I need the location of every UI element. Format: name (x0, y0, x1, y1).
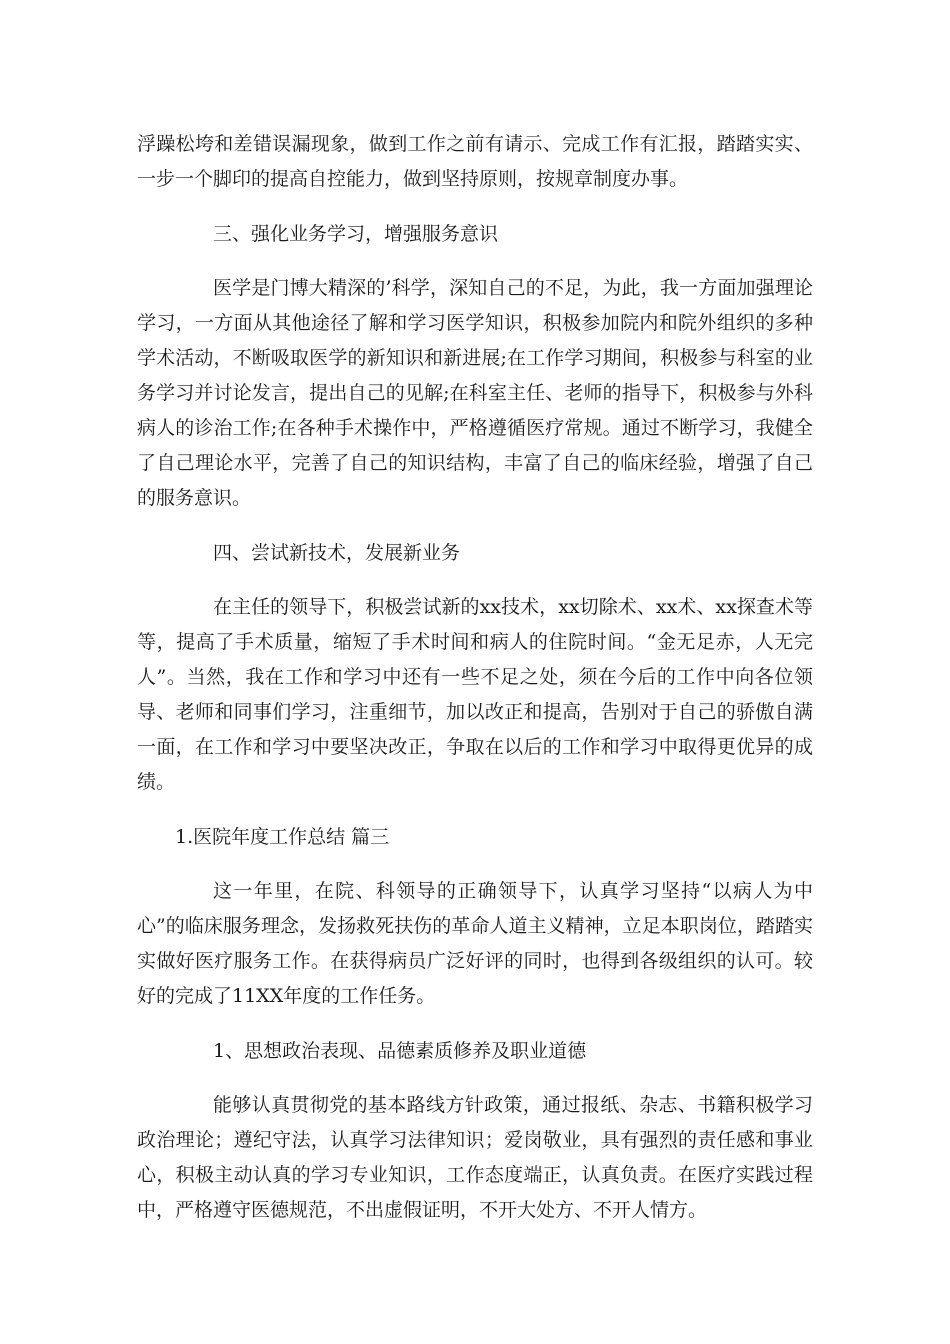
heading-strengthen-learning: 三、强化业务学习，增强服务意识 (213, 223, 499, 245)
paragraph-continued: 浮躁松垮和差错误漏现象，做到工作之前有请示、完成工作有汇报，踏踏实实、一步一个脚印的提高自控能力，做到坚持原则，按规章制度办事。 (137, 133, 813, 190)
heading-new-technology: 四、尝试新技术，发展新业务 (213, 542, 461, 564)
section-title: 1.医院年度工作总结 篇三 (175, 826, 390, 848)
paragraph-year-intro: 这一年里，在院、科领导的正确领导下，认真学习坚持“以病人为中心”的临床服务理念，发扬救死扶伤的革命人道主义精神，立足本职岗位，踏踏实实做好医疗服务工作。在获得病员广泛好评的同时，也得到各级组织的认可。较好的完成了11XX年度的工作任务。 (137, 880, 813, 1007)
heading-political-ethics: 1、思想政治表现、品德素质修养及职业道德 (213, 1040, 587, 1062)
paragraph-political-ethics: 能够认真贯彻党的基本路线方针政策，通过报纸、杂志、书籍积极学习政治理论；遵纪守法，认真学习法律知识；爱岗敬业，具有强烈的责任感和事业心，积极主动认真的学习专业知识，工作态度端正，认真负责。在医疗实践过程中，严格遵守医德规范，不出虚假证明，不开大处方、不开人情方。 (137, 1094, 813, 1221)
paragraph-new-technology: 在主任的领导下，积极尝试新的xx技术，xx切除术、xx术、xx探查术等等，提高了手术质量，缩短了手术时间和病人的住院时间。“金无足赤，人无完人”。当然，我在工作和学习中还有一些不足之处，须在今后的工作中向各位领导、老师和同事们学习，注重细节，加以改正和提高，告别对于自己的骄傲自满一面，在工作和学习中要坚决改正，争取在以后的工作和学习中取得更优异的成绩。 (137, 596, 813, 793)
paragraph-medical-learning: 医学是门博大精深的’科学，深知自己的不足，为此，我一方面加强理论学习，一方面从其他途径了解和学习医学知识，积极参加院内和院外组织的多种学术活动，不断吸取医学的新知识和新进展;在工作学习期间，积极参与科室的业务学习并讨论发言，提出自己的见解;在科室主任、老师的指导下，积极参与外科病人的诊治工作;在各种手术操作中，严格遵循医疗常规。通过不断学习，我健全了自己理论水平，完善了自己的知识结构，丰富了自己的临床经验，增强了自己的服务意识。 (137, 277, 813, 509)
document-body (137, 127, 813, 1228)
